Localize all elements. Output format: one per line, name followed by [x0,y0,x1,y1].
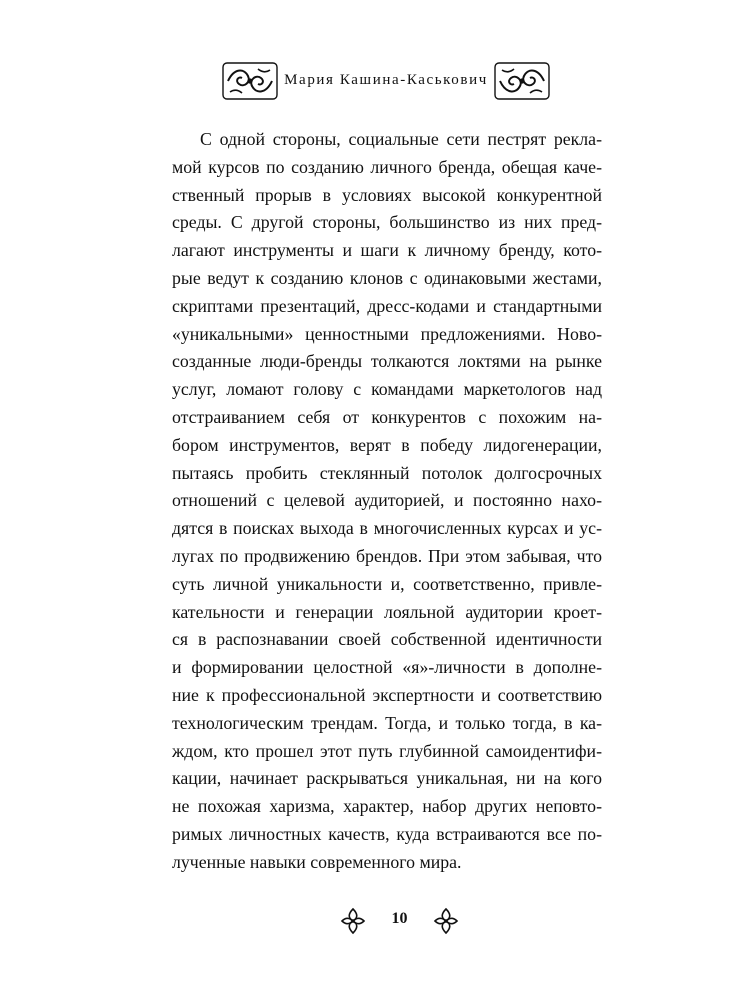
text-line: не похожая харизма, характер, набор других неповто- [172,796,602,817]
text-line: ние к профессиональной экспертности и соответствию [172,684,602,705]
text-line: лугах по продвижению брендов. При этом забывая, что [172,545,602,566]
text-line: и формировании целостной «я»-личности в дополне- [172,657,602,678]
floral-ornament-icon [222,62,278,100]
text-line: отстраиванием себя от конкурентов с похожим на- [172,406,602,427]
text-line: «уникальными» ценностными предложениями. Ново- [172,323,602,344]
floral-ornament-icon [340,906,366,936]
running-header [0,62,750,100]
text-line: ждом, кто прошел этот путь глубинной самоидентифи- [172,740,602,761]
text-line: скриптами презентаций, дресс-кодами и стандартными [172,295,602,316]
text-line: ся в распознавании своей собственной идентичности [172,629,602,650]
author-name: Мария Кашина-Каськович [284,72,488,88]
text-line: дятся в поисках выхода в многочисленных курсах и ус- [172,518,602,539]
text-line: С одной стороны, социальные сети пестрят рекла- [200,129,602,149]
text-line: кации, начинает раскрываться уникальная, ни на кого [172,768,602,789]
text-line: пытаясь пробить стеклянный потолок долгосрочных [172,462,602,483]
text-line: рые ведут к созданию клонов с одинаковыми жестами, [172,267,602,288]
text-line: римых личностных качеств, куда встраиваются все по- [172,823,602,844]
text-line: мой курсов по созданию личного бренда, обещая каче- [172,156,602,177]
text-line: отношений с целевой аудиторией, и постоянно нахо- [172,490,602,511]
floral-ornament-icon [494,62,550,100]
text-line: лагают инструменты и шаги к личному бренду, кото- [172,240,602,261]
text-line: суть личной уникальности и, соответственно, привле- [172,573,602,594]
text-line: бором инструментов, верят в победу лидогенерации, [172,434,602,455]
page-number: 10 [391,910,408,927]
page-footer [0,906,750,936]
text-line: технологическим трендам. Тогда, и только тогда, в ка- [172,712,602,733]
floral-ornament-icon [433,906,459,936]
text-line: ственный прорыв в условиях высокой конкурентной [172,184,602,205]
text-line: созданные люди-бренды толкаются локтями на рынке [172,351,602,372]
text-line: лученные навыки современного мира. [172,851,462,872]
text-line: услуг, ломают голову с командами маркетологов над [172,379,602,400]
body-paragraph [172,126,602,877]
text-line: кательности и генерации лояльной аудитории кроет- [172,601,602,622]
text-line: среды. С другой стороны, большинство из них пред- [172,212,602,233]
